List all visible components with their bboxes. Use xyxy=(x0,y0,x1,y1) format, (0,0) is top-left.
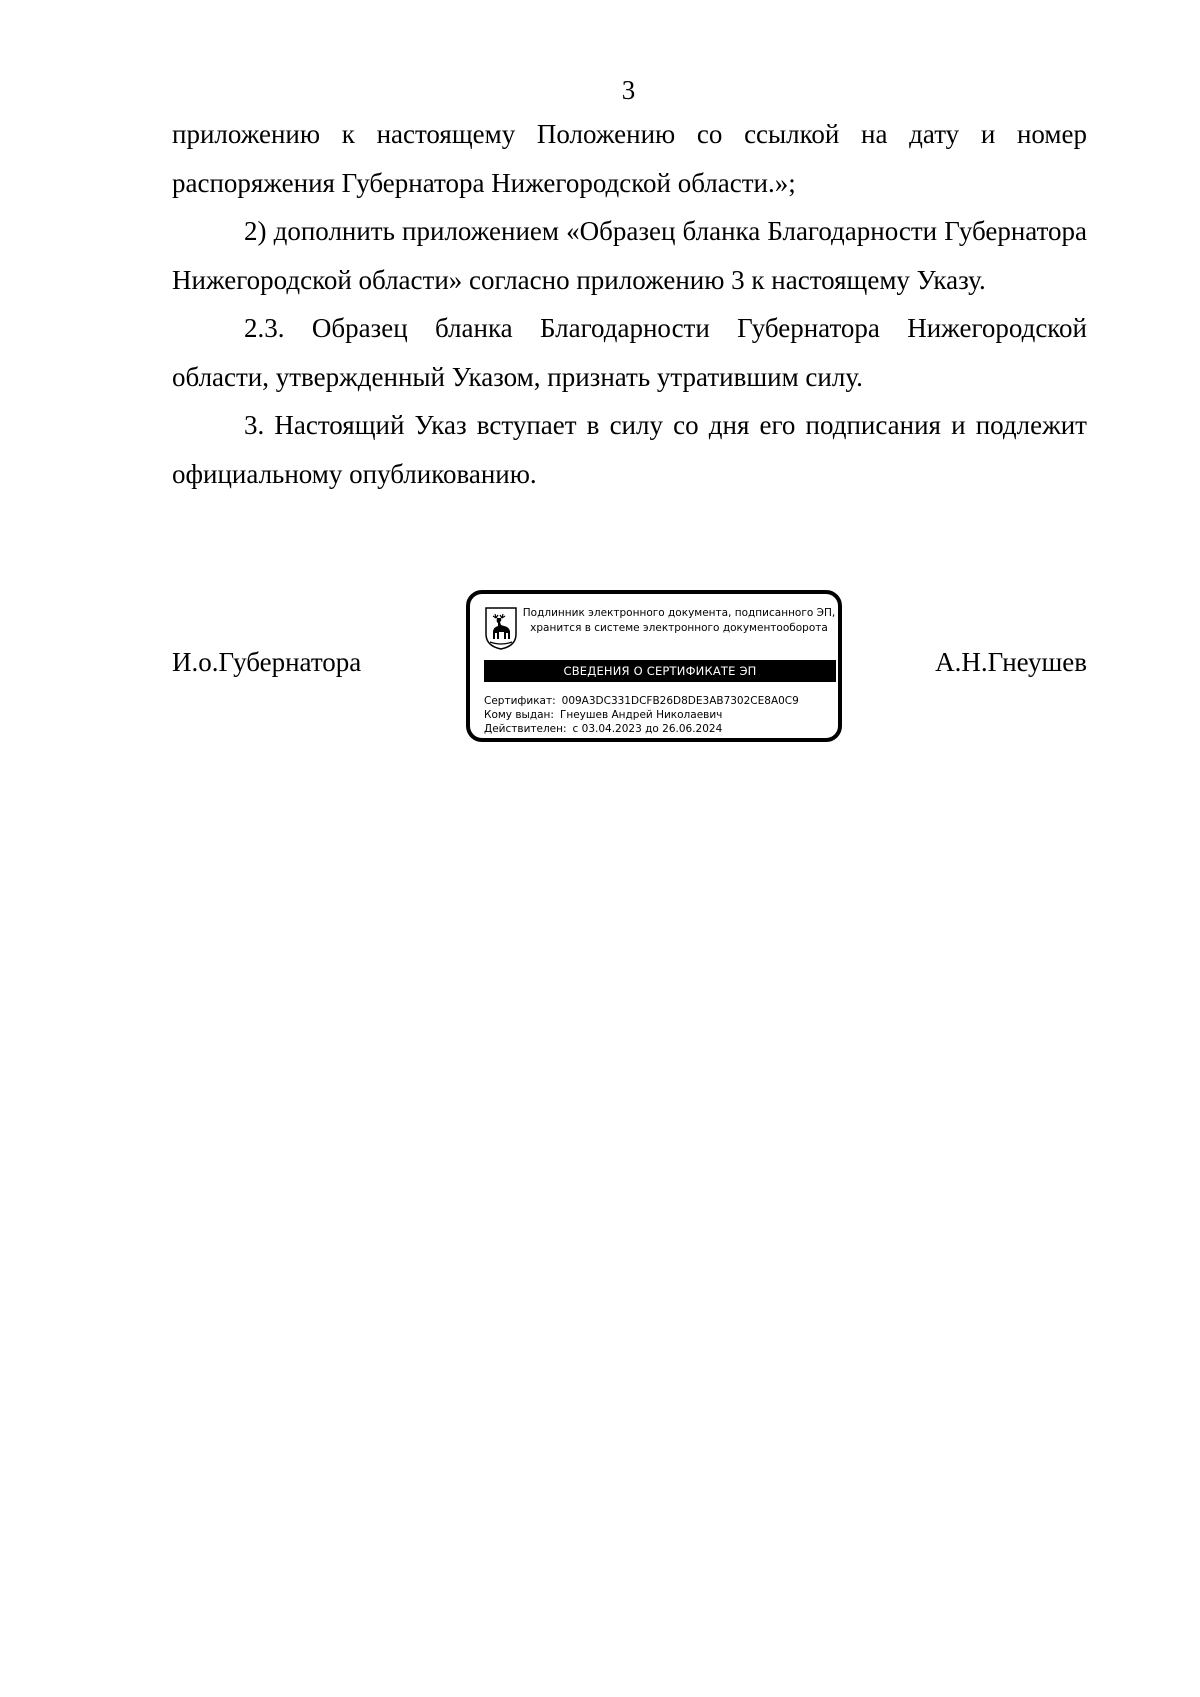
document-body xyxy=(172,110,1087,498)
signature-block xyxy=(172,590,1087,750)
issued-to-row xyxy=(484,708,836,722)
stamp-header xyxy=(522,606,836,636)
page-number: 3 xyxy=(621,75,636,105)
issued-to-label: Кому выдан: xyxy=(484,709,554,721)
validity-value: с 03.04.2023 до 26.06.2024 xyxy=(572,723,723,735)
stamp-header-line-1: Подлинник электронного документа, подписанного ЭП, xyxy=(522,607,836,619)
paragraph-item-3: 3. Настоящий Указ вступает в силу со дня его подписания и подлежит официальному опубликованию. xyxy=(172,410,1087,489)
validity-row xyxy=(484,722,836,736)
certificate-value: 009A3DC331DCFB26D8DE3AB7302CE8A0C9 xyxy=(561,695,799,707)
paragraph-item-2-3: 2.3. Образец бланка Благодарности Губернатора Нижегородской области, утвержденный Указом, признать утратившим силу. xyxy=(172,313,1087,392)
stamp-header-line-2: хранится в системе электронного документооборота xyxy=(530,622,828,634)
certificate-label: Сертификат: xyxy=(484,695,556,707)
stamp-certificate-details xyxy=(484,694,836,736)
electronic-signature-stamp xyxy=(466,590,842,742)
stamp-certificate-band: СВЕДЕНИЯ О СЕРТИФИКАТЕ ЭП xyxy=(484,660,836,682)
paragraph-item-2: 2) дополнить приложением «Образец бланка Благодарности Губернатора Нижегородской области» согласно приложению 3 к настоящему Указу. xyxy=(172,216,1087,295)
paragraph-continuation: приложению к настоящему Положению со ссылкой на дату и номер распоряжения Губернатора Нижегородской области.»; xyxy=(172,119,1087,198)
signatory-title: И.о.Губернатора xyxy=(172,647,362,677)
signatory-name: А.Н.Гнеушев xyxy=(935,647,1087,677)
issued-to-value: Гнеушев Андрей Николаевич xyxy=(559,709,723,721)
certificate-row xyxy=(484,694,836,708)
deer-coat-of-arms-icon xyxy=(484,606,518,650)
validity-label: Действителен: xyxy=(484,723,567,735)
